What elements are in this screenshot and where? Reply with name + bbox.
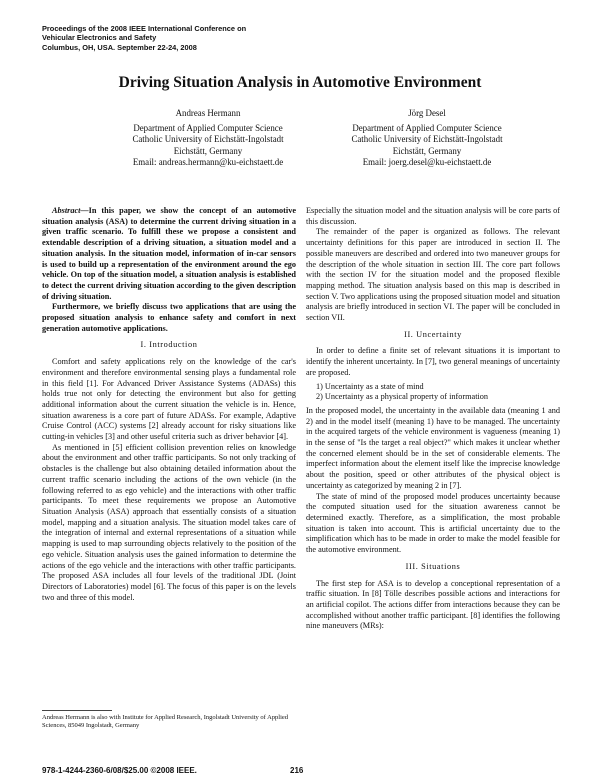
author-name: Jörg Desel xyxy=(408,108,446,118)
author-city: Eichstätt, Germany xyxy=(392,145,462,156)
intro-paragraph-continued: Especially the situation model and the situation analysis will be core parts of this discussion. xyxy=(306,206,560,226)
header-line: Proceedings of the 2008 IEEE International Conference on xyxy=(42,24,247,33)
author-dept: Department of Applied Computer Science xyxy=(133,122,283,133)
author-block-2 xyxy=(302,108,552,169)
header-line: Vehicular Electronics and Safety xyxy=(42,33,157,43)
proceedings-header xyxy=(42,24,372,52)
isbn-copyright: 978-1-4244-2360-6/08/$25.00 ©2008 IEEE. xyxy=(42,766,197,775)
footnote: Andreas Hermann is also with Institute for Applied Research, Ingolstadt University of Applied Sciences, 85049 Ingolstadt, Germany xyxy=(42,714,289,730)
author-name: Andreas Hermann xyxy=(175,108,241,118)
intro-paragraph-1: Comfort and safety applications rely on the knowledge of the car's environment and therefore environmental sensing plays a fundamental role in this field [1]. For Advanced Driver Assistance Systems (ADASs) this holds true not only for detecting the environment but also for getting additional information about the current situation the vehicle is in. Hence, situation awareness is a core part of future ADASs. For example, Adaptive Cruise Control (ACC) systems [2] already account for risky situations like cutting-in vehicles [3] and other useful criteria such as driver behavior [4]. xyxy=(42,357,296,442)
list-item: 1) Uncertainty as a state of mind xyxy=(316,381,424,391)
uncertainty-paragraph-3: The state of mind of the proposed model produces uncertainty because the computed situation used for the situation awareness cannot be determined exactly. Therefore, as a simplification, the most probable situation is taken into account. This is artificial uncertainty due to the simplification which has to be made in order to make the model feasible for the automotive environment. xyxy=(306,491,560,555)
section-heading-situations: III. Situations xyxy=(405,561,461,571)
situations-paragraph-1: The first step for ASA is to develop a conceptional representation of a traffic situation. In [8] Tölle describes possible actions and interactions for an artificial copilot. The actions differ from interactions because they can be accomplished without another traffic participant. [8] identifies the following nine maneuvers (MRs): xyxy=(306,578,560,631)
abstract-paragraph xyxy=(42,206,296,302)
uncertainty-list xyxy=(306,382,560,403)
author-univ: Catholic University of Eichstätt-Ingolstadt xyxy=(132,134,284,145)
author-email[interactable]: Email: joerg.desel@ku-eichstaett.de xyxy=(362,157,492,168)
section-heading-introduction: I. Introduction xyxy=(140,340,198,350)
author-univ: Catholic University of Eichstätt-Ingolstadt xyxy=(351,134,503,145)
author-city: Eichstätt, Germany xyxy=(173,145,243,156)
abstract-text: In this paper, we show the concept of an automotive situation analysis (ASA) to determine the current driving situation in a given traffic scenario. To fulfill these we propose a consistent and extendable description of a driving situation, a situation model and a situation analysis. In the situation model, information of in-car sensors is used to build up a representation of the environment around the ego vehicle. On top of the situation model, a situation analysis is established to detect the current driving situation according to the given description of driving situation. xyxy=(42,206,296,301)
footnote-divider xyxy=(42,710,112,711)
uncertainty-paragraph-2: In the proposed model, the uncertainty in the available data (meaning 1 and 2) and in the model itself (meaning 1) have to be managed. The uncertainty in the acquired targets of the vehicle environment is vagueness (meaning 1) in the sense of "Is the target a real object?" which makes it unclear whether the concerned element should be in the set of considerable elements. The imperfect information about the element itself like the imprecise knowledge about the position, speed or other attributes of the physical object is uncertainty as categorized by meaning 2 in [7]. xyxy=(306,405,560,490)
uncertainty-paragraph-1: In order to define a finite set of relevant situations it is important to identify the inherent uncertainty. In [7], two general meanings of uncertainty are proposed. xyxy=(306,346,560,377)
paper-title: Driving Situation Analysis in Automotive Environment xyxy=(118,74,482,91)
author-email[interactable]: Email: andreas.hermann@ku-eichstaett.de xyxy=(132,157,284,168)
page-number: 216 xyxy=(290,766,304,775)
list-item: 2) Uncertainty as a physical property of information xyxy=(316,392,489,402)
author-dept: Department of Applied Computer Science xyxy=(352,122,502,133)
left-column xyxy=(42,206,296,603)
organization-paragraph: The remainder of the paper is organized as follows. The relevant uncertainty definitions for this paper are introduced in section II. The possible maneuvers are described and ordered into two maneuver groups for the description of the whole situation in section III. The core part follows with the section IV for the situation model and the proposed flexible mapping method. The situation analysis based on this map is described in section V. Two applications using the proposed situation model and situation analysis are briefly introduced in section VI. The paper will be concluded in section VII. xyxy=(306,227,560,323)
header-line: Columbus, OH, USA. September 22-24, 2008 xyxy=(42,42,197,52)
abstract-label: Abstract— xyxy=(52,206,89,215)
right-column xyxy=(306,206,560,632)
intro-paragraph-2: As mentioned in [5] efficient collision prevention relies on knowledge about the environment and other traffic participants. So not only tracking of obstacles is the challenge but also obtaining detailed information about the current traffic scenario including the actions of the own vehicle (in the following referred to as ego vehicle) and the interactions with other traffic participants. To meet these requirements we propose an Automotive Situation Analysis (ASA) approach that essentially consists of a situation model, mapping and a situation analysis. The situation model takes care of the integration of internal and external representations of a situation while mapping is used to map surrounding objects relatively to the position of the ego vehicle. Situation analysis uses the gained information to determine the actions of the ego vehicle and the interactions with other traffic participants. The proposed ASA includes all four levels of the traditional JDL (Joint Directors of Laboratories) model [6]. The focus of this paper is on the levels two and three of this model. xyxy=(42,442,296,602)
author-block-1 xyxy=(83,108,333,169)
section-heading-uncertainty: II. Uncertainty xyxy=(404,329,462,339)
abstract-paragraph-2: Furthermore, we briefly discuss two applications that are using the proposed situation analysis to enhance safety and comfort in next generation automotive applications. xyxy=(42,302,296,333)
